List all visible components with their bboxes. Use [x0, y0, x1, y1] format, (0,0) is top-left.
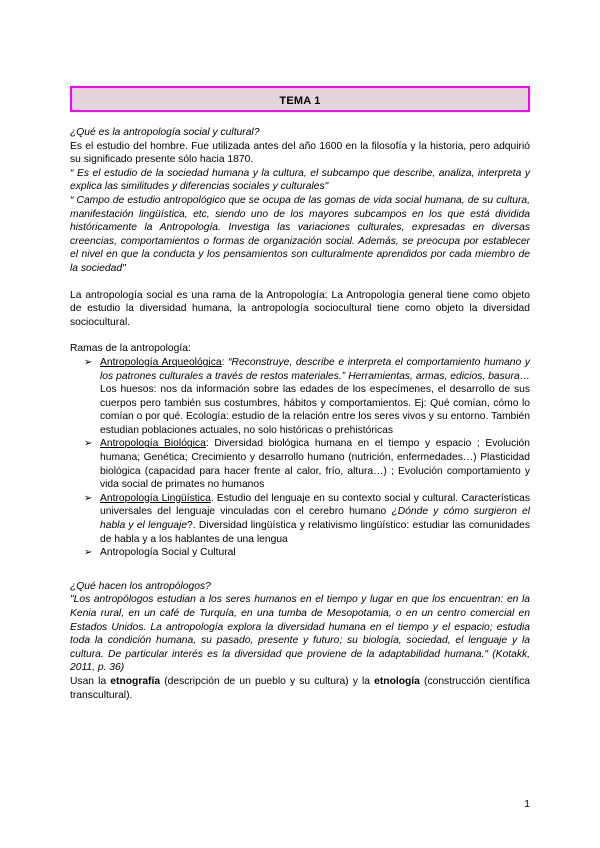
branch-body: Los huesos: nos da información sobre las edades de los especímenes, el desarrollo de sus cuerpos pero también sus costumbres, hábitos y comportamientos. Ej: Qué comían, cómo lo comían o por qué. Ecología: estudio de la relación entre los seres vivos y su entorno. También estudian poblaciones actuales, no solo históricas o prehistóricas	[100, 384, 530, 436]
branch-term: Antropología Arqueológica	[100, 356, 222, 368]
branch-plain: Antropología Social y Cultural	[100, 547, 236, 559]
branch-term-separator: .	[210, 492, 214, 504]
spacer	[70, 329, 530, 342]
branches-list	[70, 356, 530, 560]
section2-heading: ¿Qué hacen los antropólogos?	[70, 580, 211, 592]
page-title: TEMA 1	[70, 86, 530, 112]
list-item	[70, 356, 530, 438]
section1-heading: ¿Qué es la antropología social y cultural?	[70, 127, 260, 138]
page-number: 1	[524, 799, 530, 810]
final-text-a: Usan la	[70, 675, 111, 687]
branches-heading: Ramas de la antropología:	[70, 343, 191, 355]
section2-final-paragraph	[70, 675, 530, 702]
section1-paragraph-1: Es el estudio del hombre. Fue utilizada antes del año 1600 en la filosofía y la historia, pero adquirió su significado presente sólo hacia 1870.	[70, 140, 530, 166]
section2-quote: "Los antropólogos estudian a los seres humanos en el tiempo y lugar en que los encuentran: en la Kenia rural, en un café de Turquía, en una tumba de Mesopotamia, o en un centro comercial en Estados Unidos. La antropología explora la diversidad humana en el tiempo y el espacio; estudia toda la condición humana, su pasado, presente y futuro; su biología, sociedad, el lenguaje y la cultura. De particular interés es la diversidad que proviene de la adaptabilidad humana." (Kotakk, 2011, p. 36)	[70, 594, 530, 674]
arrow-bullet-icon: ➢	[84, 356, 93, 368]
final-text-d: (construcción científica transcultural).	[70, 675, 530, 701]
list-item	[70, 546, 530, 560]
branch-quote: “Reconstruye, describe e interpreta el comportamiento humano y los patrones culturales a través de restos materiales.”	[100, 356, 530, 382]
branch-body: Diversidad biológica humana en el tiempo y espacio ; Evolución humana; Genética; Crecimiento y desarrollo humano (nutrición, enfermedades…) Plasticidad biológica (capacidad para hacer frente al calor, frío, altura…) ; Evolución comportamiento y vida social de primates no humanos	[100, 438, 530, 491]
branch-body-b: ?. Diversidad lingüística y relativismo lingüístico: estudiar las comunidades de habla y a los hablantes de una lengua	[100, 520, 530, 545]
branch-term-separator: :	[221, 356, 225, 368]
branch-italic-tail: Herramientas, armas, edicios, basura…	[345, 370, 530, 382]
final-text-c: (descripción de un pueblo y su cultura) y la	[160, 675, 375, 687]
branch-term: Antropología Biológica	[100, 438, 206, 450]
branch-italic-question: ¿Dónde y cómo surgieron el habla y el lenguaje	[100, 506, 530, 532]
branch-body-a: Estudio del lenguaje en su contexto social y cultural. Características universales del lenguaje vinculadas con el cerebro humano	[100, 492, 531, 518]
arrow-bullet-icon: ➢	[84, 547, 93, 559]
spacer	[70, 276, 530, 289]
arrow-bullet-icon: ➢	[84, 438, 93, 450]
branch-term: Antropología Lingüística	[100, 492, 211, 504]
spacer	[70, 560, 530, 580]
section1-quote-2: “ Campo de estudio antropológico que se ocupa de las gomas de vida social humana, de su cultura, manifestación lingüística, etc, siendo uno de los mayores subcampos en los que está dividida históricamente la Antropología. Investiga las variaciones culturales, expresadas en diversas creencias, comportamientos o formas de organización social. Además, se preocupa por establecer el nivel en que la conducta y los pensamientos son culturalmente aprendidos por cada miembro de la sociedad"	[70, 194, 530, 274]
section1-paragraph-2: La antropología social es una rama de la Antropología: La Antropología general tiene como objeto de estudio la diversidad humana, la antropología sociocultural tiene como objeto la diversidad sociocultural.	[70, 289, 530, 328]
section1-quote-1: “ Es el estudio de la sociedad humana y la cultura, el subcampo que describe, analiza, interpreta y explica las similitudes y diferencias sociales y culturales"	[70, 167, 530, 193]
term-etnologia: etnología	[374, 675, 420, 687]
arrow-bullet-icon: ➢	[84, 492, 93, 504]
term-etnografia: etnografía	[110, 675, 161, 687]
list-item	[70, 492, 530, 546]
branch-term-separator: :	[205, 438, 209, 450]
list-item	[70, 437, 530, 491]
